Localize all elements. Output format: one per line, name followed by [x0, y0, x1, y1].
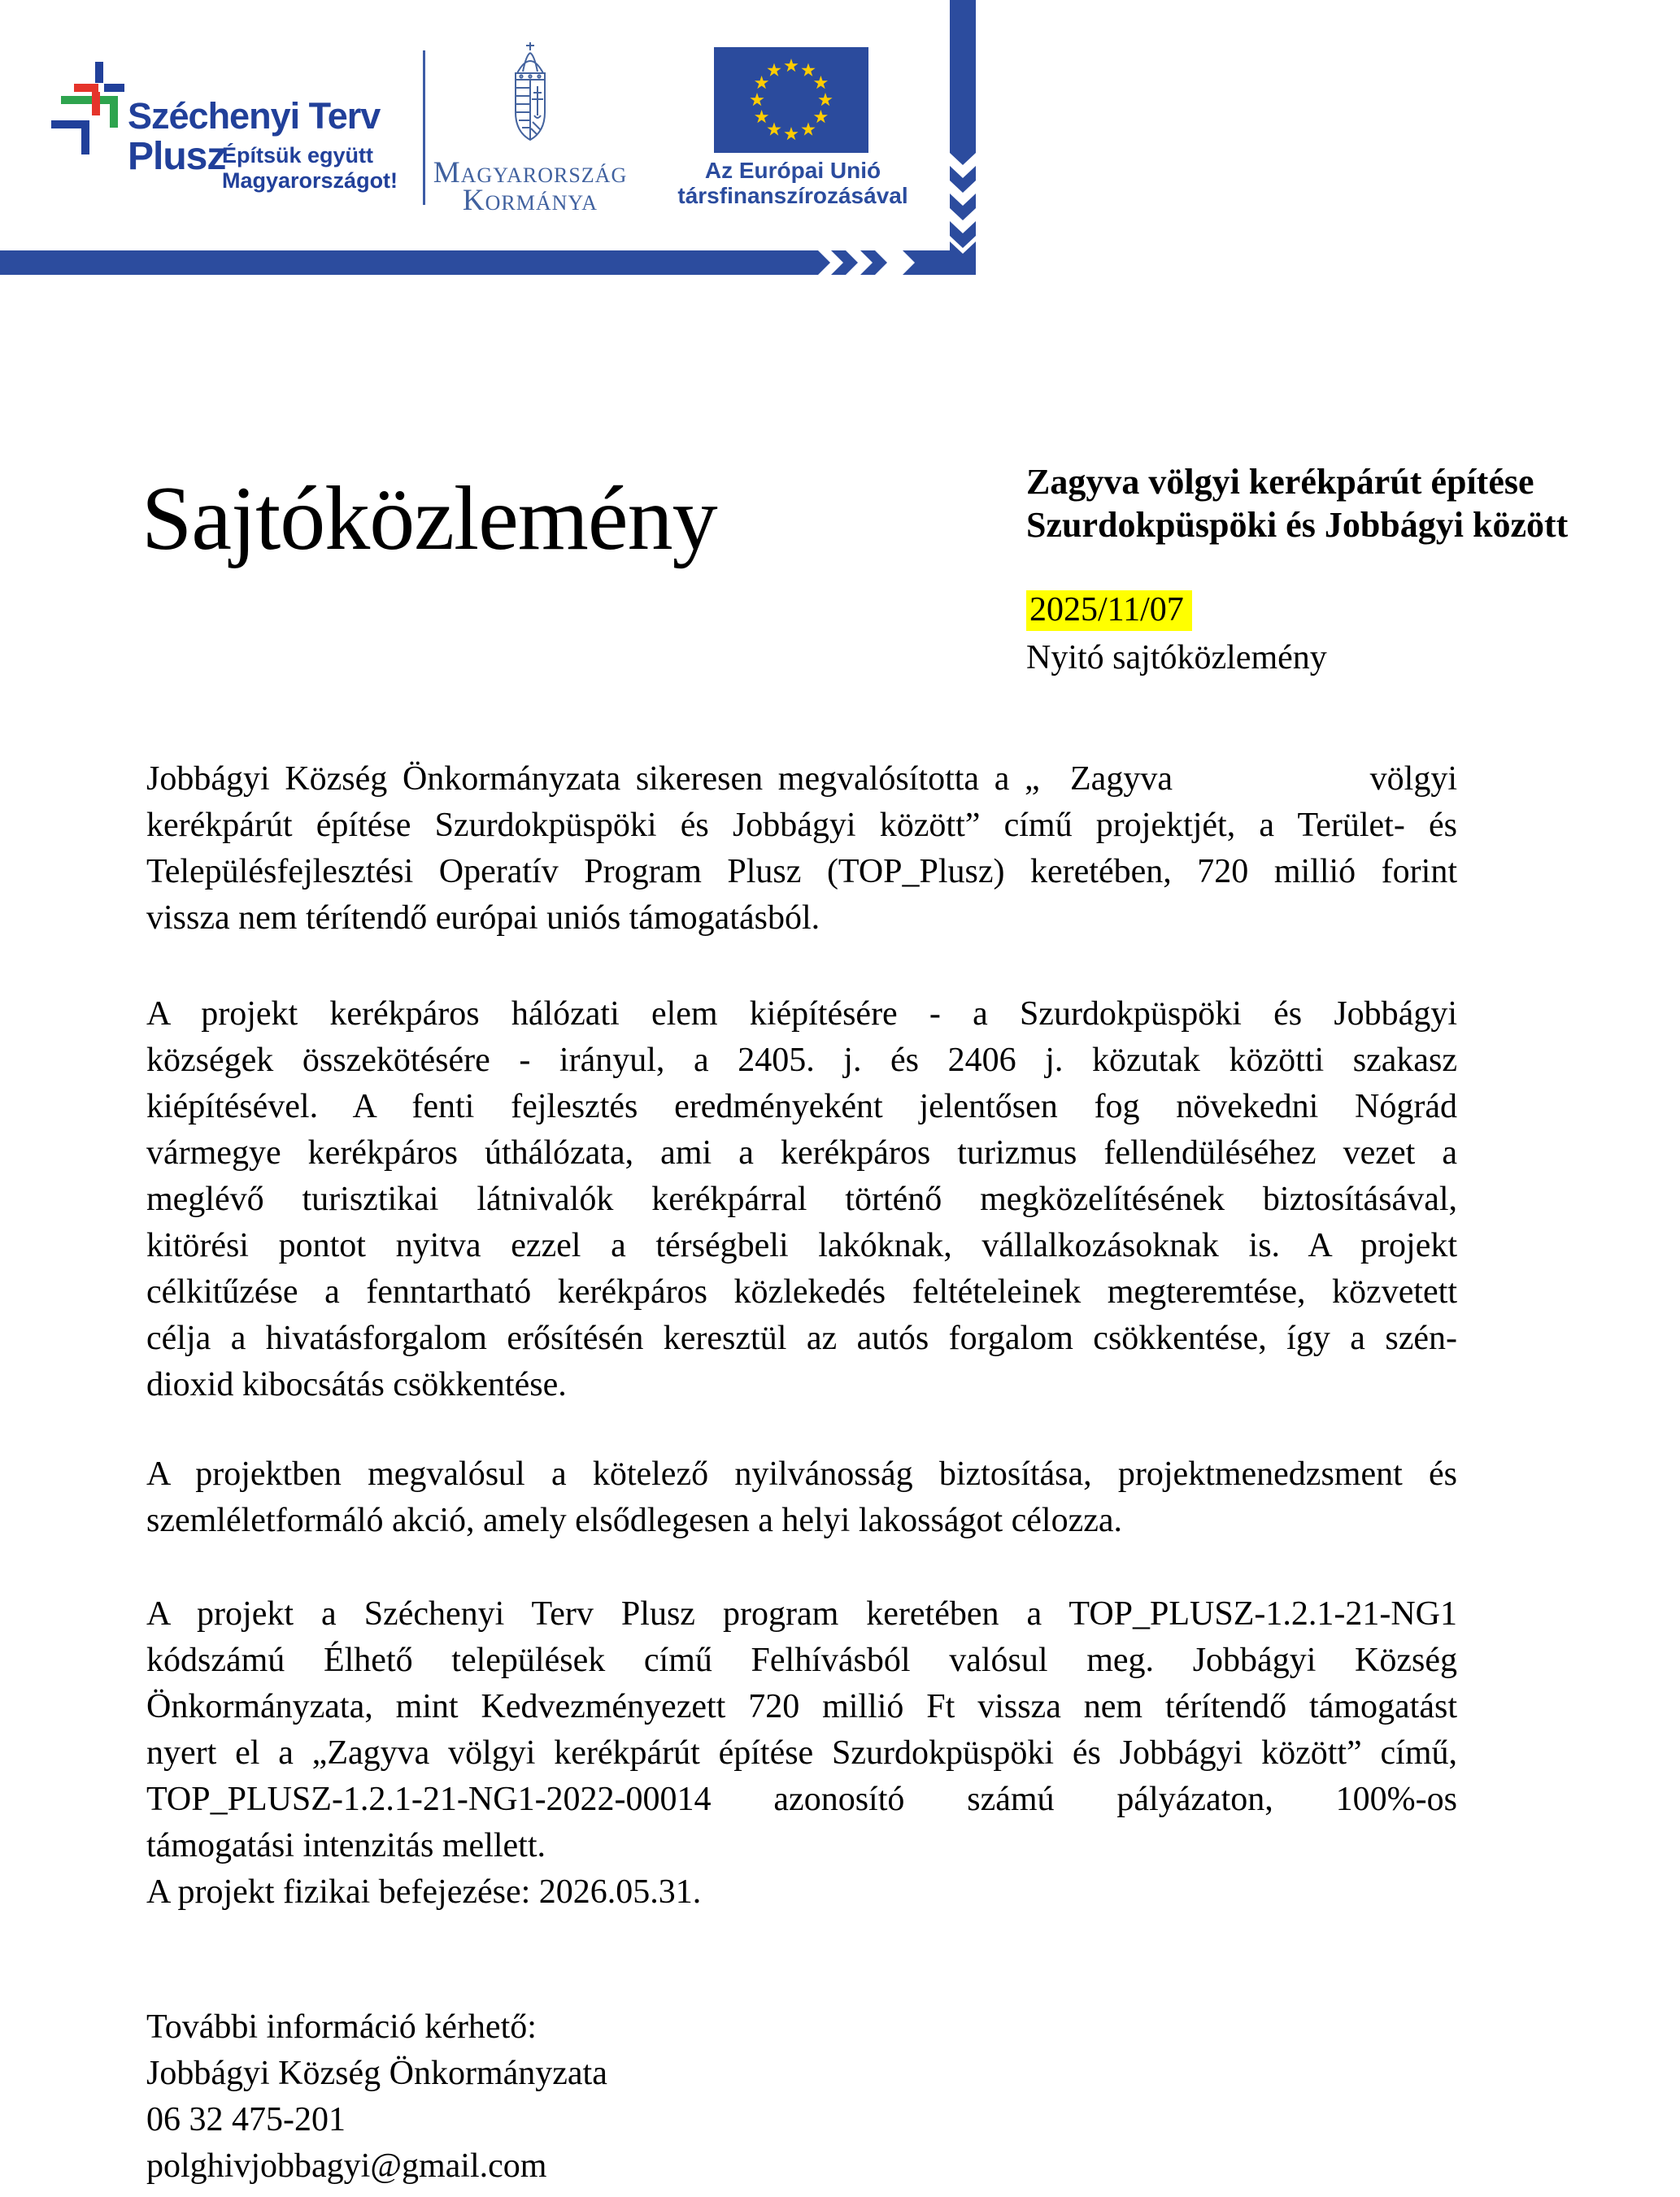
text-line: kitörési pontot nyitva ezzel a térségbeli lakóknak, vállalkozásoknak is. A projekt — [146, 1227, 1457, 1264]
text-line: Településfejlesztési Operatív Program Plusz (TOP_Plusz) keretében, 720 millió forint — [146, 853, 1457, 890]
text-line: támogatási intenzitás mellett. — [146, 1827, 546, 1864]
eu-caption-line2: társfinanszírozásával — [677, 183, 908, 208]
text-line: célkitűzése a fenntartható kerékpáros közlekedés feltételeinek megteremtése, közvetett — [146, 1273, 1457, 1311]
text-line: községek összekötésére - irányul, a 2405. j. és 2406 j. közutak közötti szakasz — [146, 1042, 1457, 1079]
project-headline — [1026, 460, 1612, 546]
headline-line1: Zagyva völgyi kerékpárút építése — [1026, 462, 1534, 502]
tagline-line2: Magyarországot! — [222, 168, 398, 193]
text-line: kiépítésével. A fenti fejlesztés eredményeként jelentősen fog növekedni Nógrád — [146, 1088, 1457, 1125]
page-title: Sajtóközlemény — [141, 468, 717, 569]
text-line: Önkormányzata, mint Kedvezményezett 720 millió Ft vissza nem térítendő támogatást — [146, 1688, 1457, 1725]
eu-cofinancing-caption — [646, 158, 939, 208]
text-line: meglévő turisztikai látnivalók kerékpárral történő megközelítésének biztosításával, — [146, 1181, 1457, 1218]
paragraph-4 — [146, 1591, 1457, 1916]
release-date-highlight: 2025/11/07 — [1026, 590, 1192, 631]
szechenyi-logo-tagline — [222, 143, 398, 194]
text-line: Jobbágyi Község Önkormányzata sikeresen megvalósította a „ Zagyva völgyi — [146, 760, 1457, 798]
eu-flag-icon — [714, 47, 868, 153]
text-line: kódszámú Élhető települések című Felhívásból valósul meg. Jobbágyi Község — [146, 1642, 1457, 1679]
tagline-line1: Építsük együtt — [222, 143, 374, 167]
text-line: TOP_PLUSZ-1.2.1-21-NG1-2022-00014 azonosító számú pályázaton, 100%-os — [146, 1781, 1457, 1818]
headline-line2: Szurdokpüspöki és Jobbágyi között — [1026, 505, 1569, 545]
eu-caption-line1: Az Európai Unió — [704, 158, 881, 183]
text-line: nyert el a „Zagyva völgyi kerékpárút építése Szurdokpüspöki és Jobbágyi között” című, — [146, 1734, 1457, 1772]
release-stage-label: Nyitó sajtóközlemény — [1026, 639, 1327, 677]
text-line: kerékpárút építése Szurdokpüspöki és Jobbágyi között” című projektjét, a Terület- és — [146, 807, 1457, 844]
contact-organization: Jobbágyi Község Önkormányzata — [146, 2055, 607, 2092]
contact-intro: További információ kérhető: — [146, 2008, 537, 2046]
text-line: A projekt kerékpáros hálózati elem kiépítésére - a Szurdokpüspöki és Jobbágyi — [146, 995, 1457, 1033]
release-date-row — [1026, 587, 1192, 633]
header-divider-line — [423, 50, 425, 205]
hungary-coat-of-arms-icon — [498, 41, 563, 154]
text-line: szemléletformáló akció, amely elsődlegesen a helyi lakosságot célozza. — [146, 1502, 1123, 1539]
szechenyi-logo-line2: Plusz — [128, 135, 226, 178]
paragraph-2 — [146, 991, 1457, 1408]
contact-email: polghivjobbagyi@gmail.com — [146, 2147, 547, 2185]
text-line: vissza nem térítendő európai uniós támogatásból. — [146, 899, 820, 937]
szechenyi-logo-line1: Széchenyi Terv — [128, 95, 381, 137]
government-line2: Kormánya — [462, 184, 598, 217]
text-line: A projektben megvalósul a kötelező nyilvánosság biztosítása, projektmenedzsment és — [146, 1455, 1457, 1493]
paragraph-1 — [146, 756, 1457, 942]
paragraph-3 — [146, 1451, 1457, 1544]
contact-block — [146, 2004, 607, 2190]
text-line: célja a hivatásforgalom erősítésén keresztül az autós forgalom csökkentése, így a szén- — [146, 1320, 1457, 1357]
government-line1: Magyarország — [433, 156, 628, 189]
text-line: A projekt a Széchenyi Terv Plusz program keretében a TOP_PLUSZ-1.2.1-21-NG1 — [146, 1595, 1457, 1633]
text-line: dioxid kibocsátás csökkentése. — [146, 1366, 567, 1403]
szechenyi-plusz-logo-icon — [47, 57, 128, 159]
contact-phone: 06 32 475-201 — [146, 2101, 346, 2138]
government-label — [433, 156, 628, 217]
text-line: vármegye kerékpáros úthálózata, ami a kerékpáros turizmus fellendüléséhez vezet a — [146, 1134, 1457, 1172]
text-line: A projekt fizikai befejezése: 2026.05.31. — [146, 1873, 702, 1911]
